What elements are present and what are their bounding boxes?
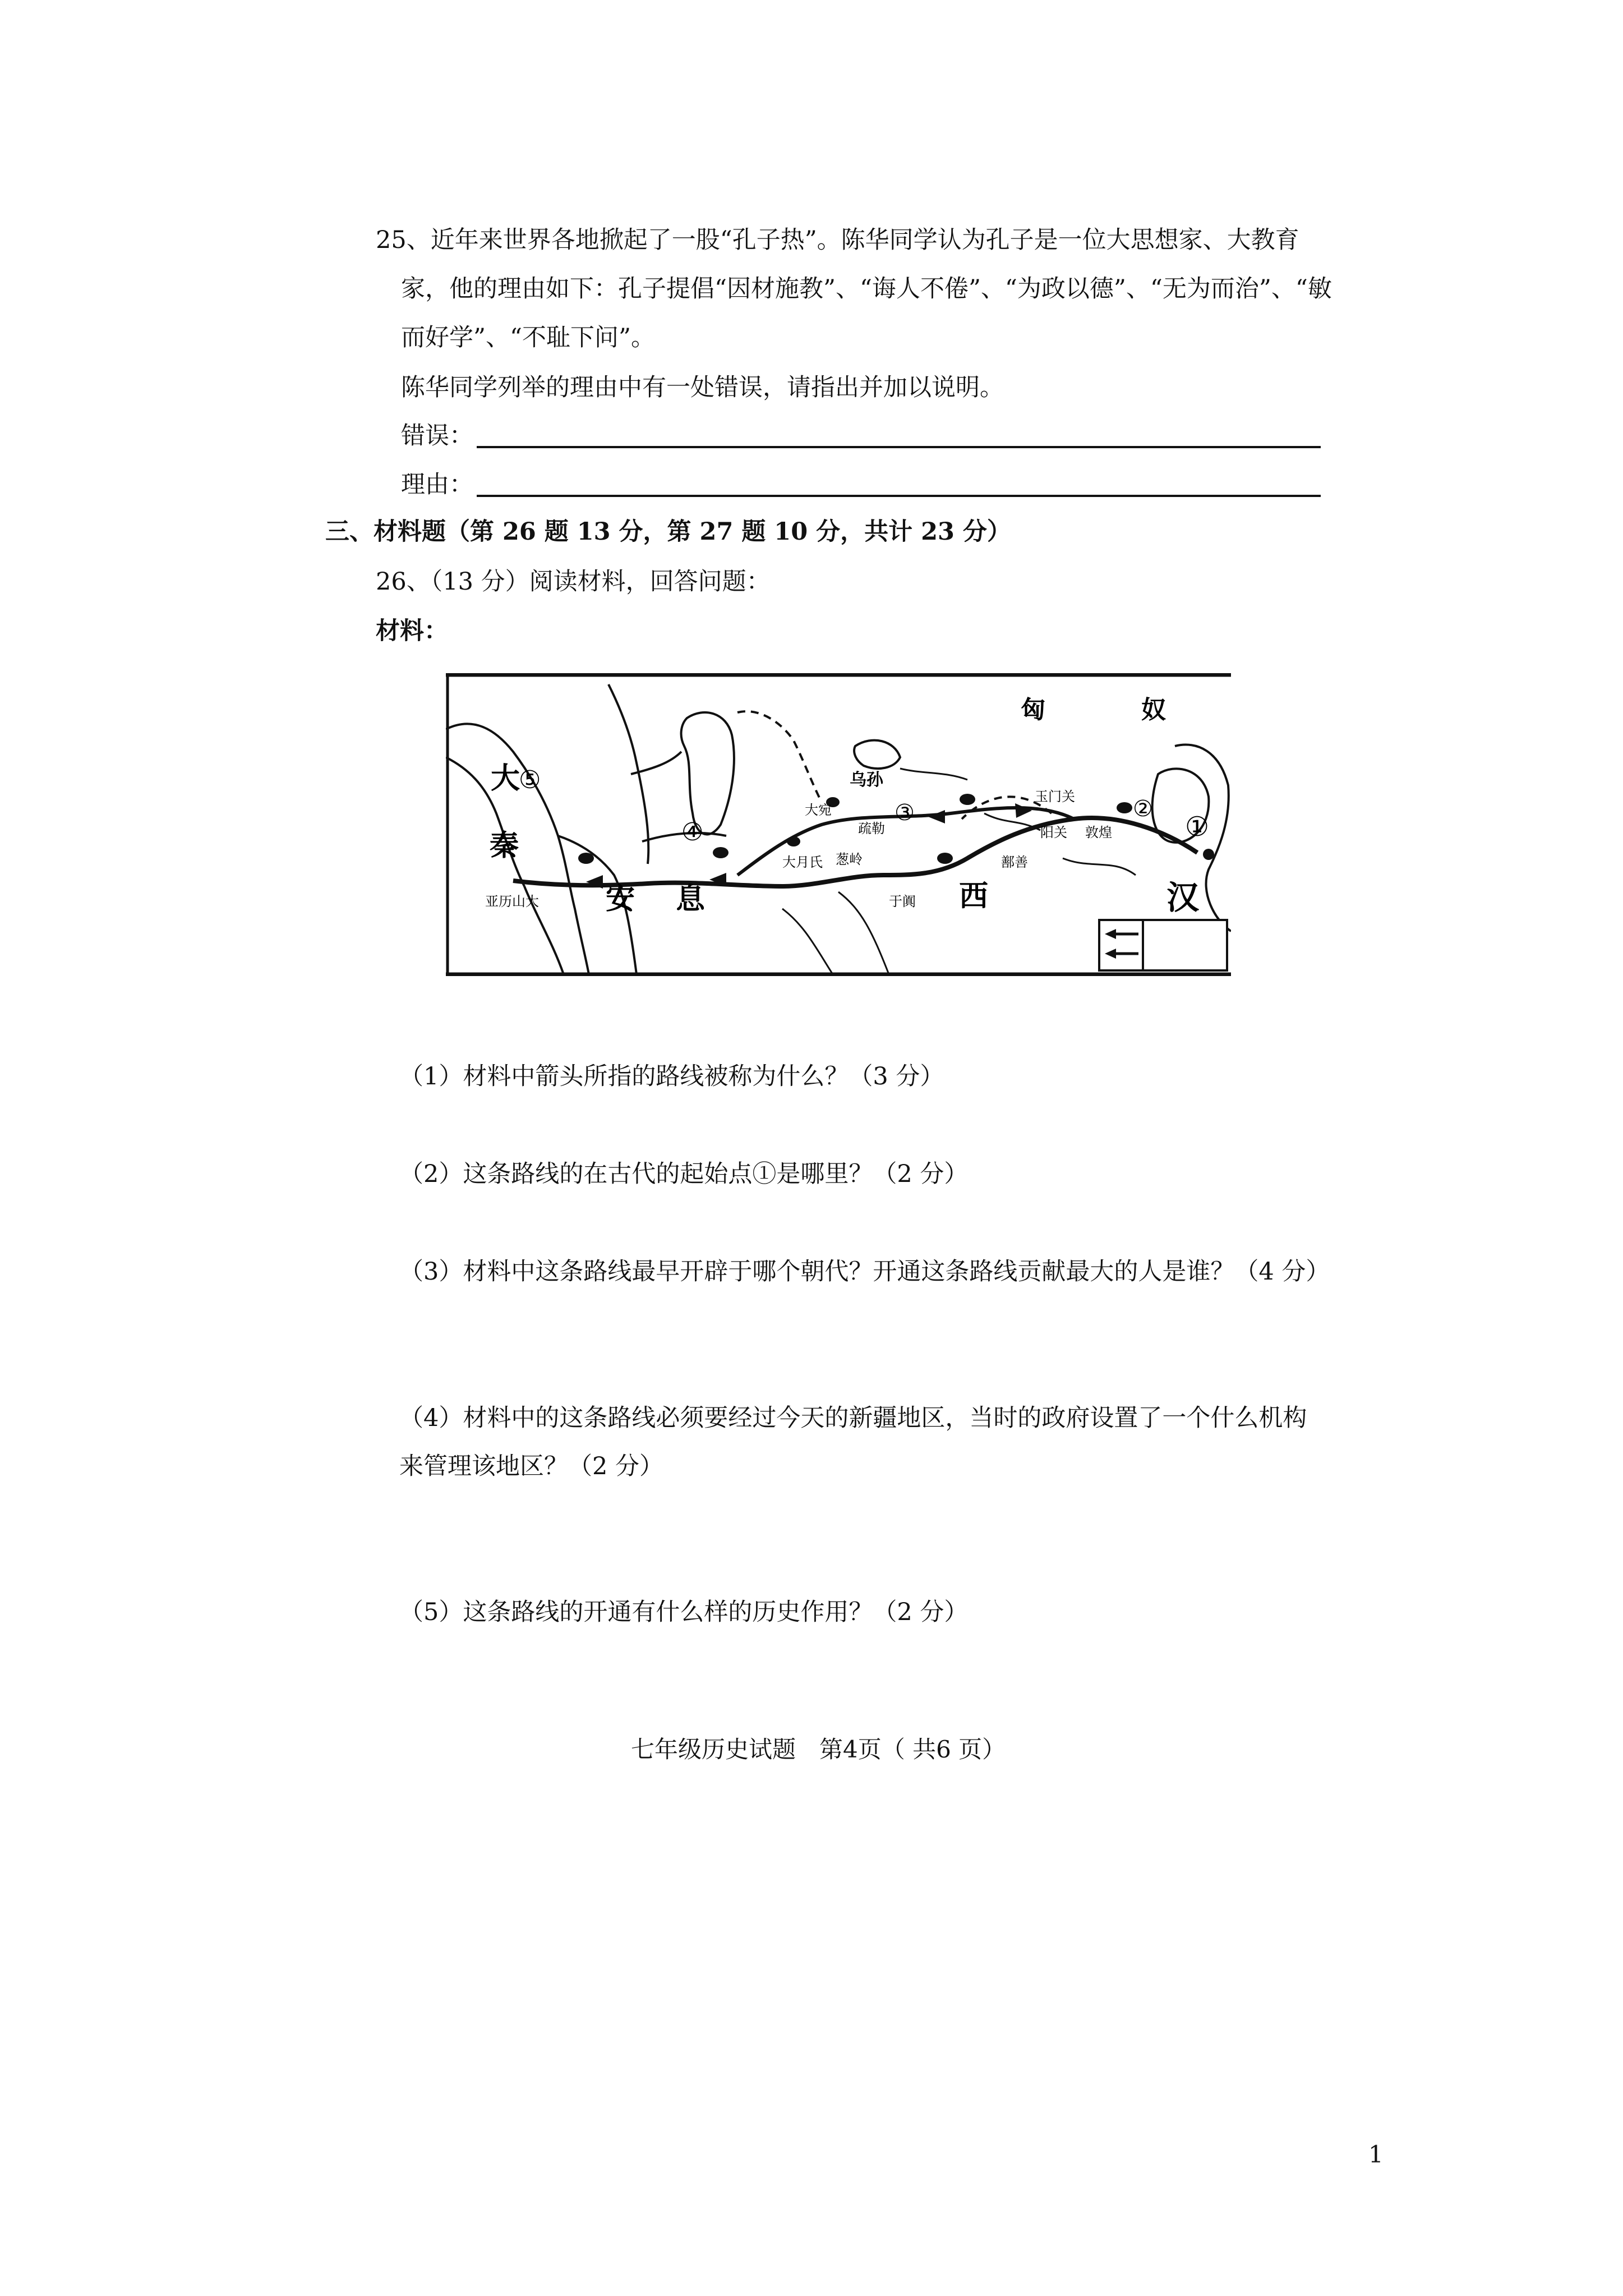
reason-answer-row: [401, 473, 1321, 497]
q25-line-4: 陈华同学列举的理由中有一处错误，请指出并加以说明。: [401, 374, 1004, 402]
label-anxi-1: 安: [606, 882, 635, 916]
q26-sub-4-line-2: 来管理该地区？（2 分）: [399, 1452, 664, 1480]
marker-1: ①: [1185, 811, 1210, 843]
label-daqin-1: 大: [491, 762, 520, 795]
section3-heading: 三、材料题（第 26 题 13 分，第 27 题 10 分，共计 23 分）: [325, 518, 1011, 546]
label-yangguan: 阳关: [1040, 825, 1067, 840]
q25-line-3: 而好学”、“不耻下问”。: [401, 324, 655, 352]
error-answer-line[interactable]: [477, 446, 1321, 448]
marker-1-dot: [1203, 849, 1214, 860]
q26-sub-4-line-1: （4）材料中的这条路线必须要经过今天的新疆地区，当时的政府设置了一个什么机构: [399, 1404, 1307, 1432]
label-congling: 葱岭: [836, 852, 863, 867]
label-dayuan: 大宛: [805, 802, 832, 818]
label-anxi-2: 息: [676, 882, 706, 916]
label-yutian: 于阗: [889, 894, 916, 909]
label-xi: 西: [959, 880, 989, 913]
label-shanshan: 鄯善: [1001, 854, 1028, 870]
route-arrow: [1015, 803, 1032, 818]
marker-5: ⑤: [519, 766, 541, 794]
label-xiongnu-1: 匈: [1021, 696, 1045, 724]
marker-4: ④: [681, 818, 704, 846]
silk-road-map: [446, 673, 1231, 976]
label-xiongnu-2: 奴: [1141, 696, 1166, 724]
label-daqin-2: 秦: [490, 829, 519, 863]
legend-inner: [1143, 920, 1227, 970]
reason-answer-line[interactable]: [477, 495, 1321, 497]
reason-label: 理由：: [401, 471, 473, 499]
q26-sub-1: （1）材料中箭头所指的路线被称为什么？（3 分）: [399, 1062, 944, 1091]
label-dayuezhi: 大月氏: [782, 854, 823, 870]
label-yumenguan: 玉门关: [1035, 789, 1075, 804]
q26-sub-5: （5）这条路线的开通有什么样的历史作用？（2 分）: [399, 1598, 969, 1626]
marker-2: ②: [1133, 796, 1153, 822]
marker-3: ③: [895, 800, 915, 826]
q25-line-2: 家，他的理由如下：孔子提倡“因材施教”、“诲人不倦”、“为政以德”、“无为而治”、“敏: [401, 275, 1332, 303]
label-wusun: 乌孙: [850, 770, 883, 790]
page-footer: 七年级历史试题 第4页（ 共6 页）: [631, 1736, 1006, 1763]
error-answer-row: [401, 424, 1321, 448]
lake-outline: [681, 712, 734, 834]
route-arrow: [928, 810, 945, 823]
error-label: 错误：: [401, 422, 473, 450]
q26-sub-2: （2）这条路线的在古代的起始点①是哪里？（2 分）: [399, 1160, 969, 1188]
page-number: 1: [1368, 2141, 1384, 2168]
material-label: 材料：: [376, 617, 448, 645]
label-han: 汉: [1166, 878, 1200, 917]
label-shule: 疏勒: [858, 821, 885, 836]
balkhash-lake: [854, 740, 900, 769]
q26-sub-3: （3）材料中这条路线最早开辟于哪个朝代？开通这条路线贡献最大的人是谁？（4 分）: [399, 1258, 1330, 1286]
q26-intro: 26、（13 分）阅读材料，回答问题：: [376, 568, 771, 596]
label-dunhuang: 敦煌: [1085, 825, 1112, 840]
q25-line-1: 25、近年来世界各地掀起了一股“孔子热”。陈华同学认为孔子是一位大思想家、大教育: [376, 226, 1299, 254]
label-alexandria: 亚历山大: [485, 894, 539, 909]
dashed-border: [737, 711, 822, 802]
